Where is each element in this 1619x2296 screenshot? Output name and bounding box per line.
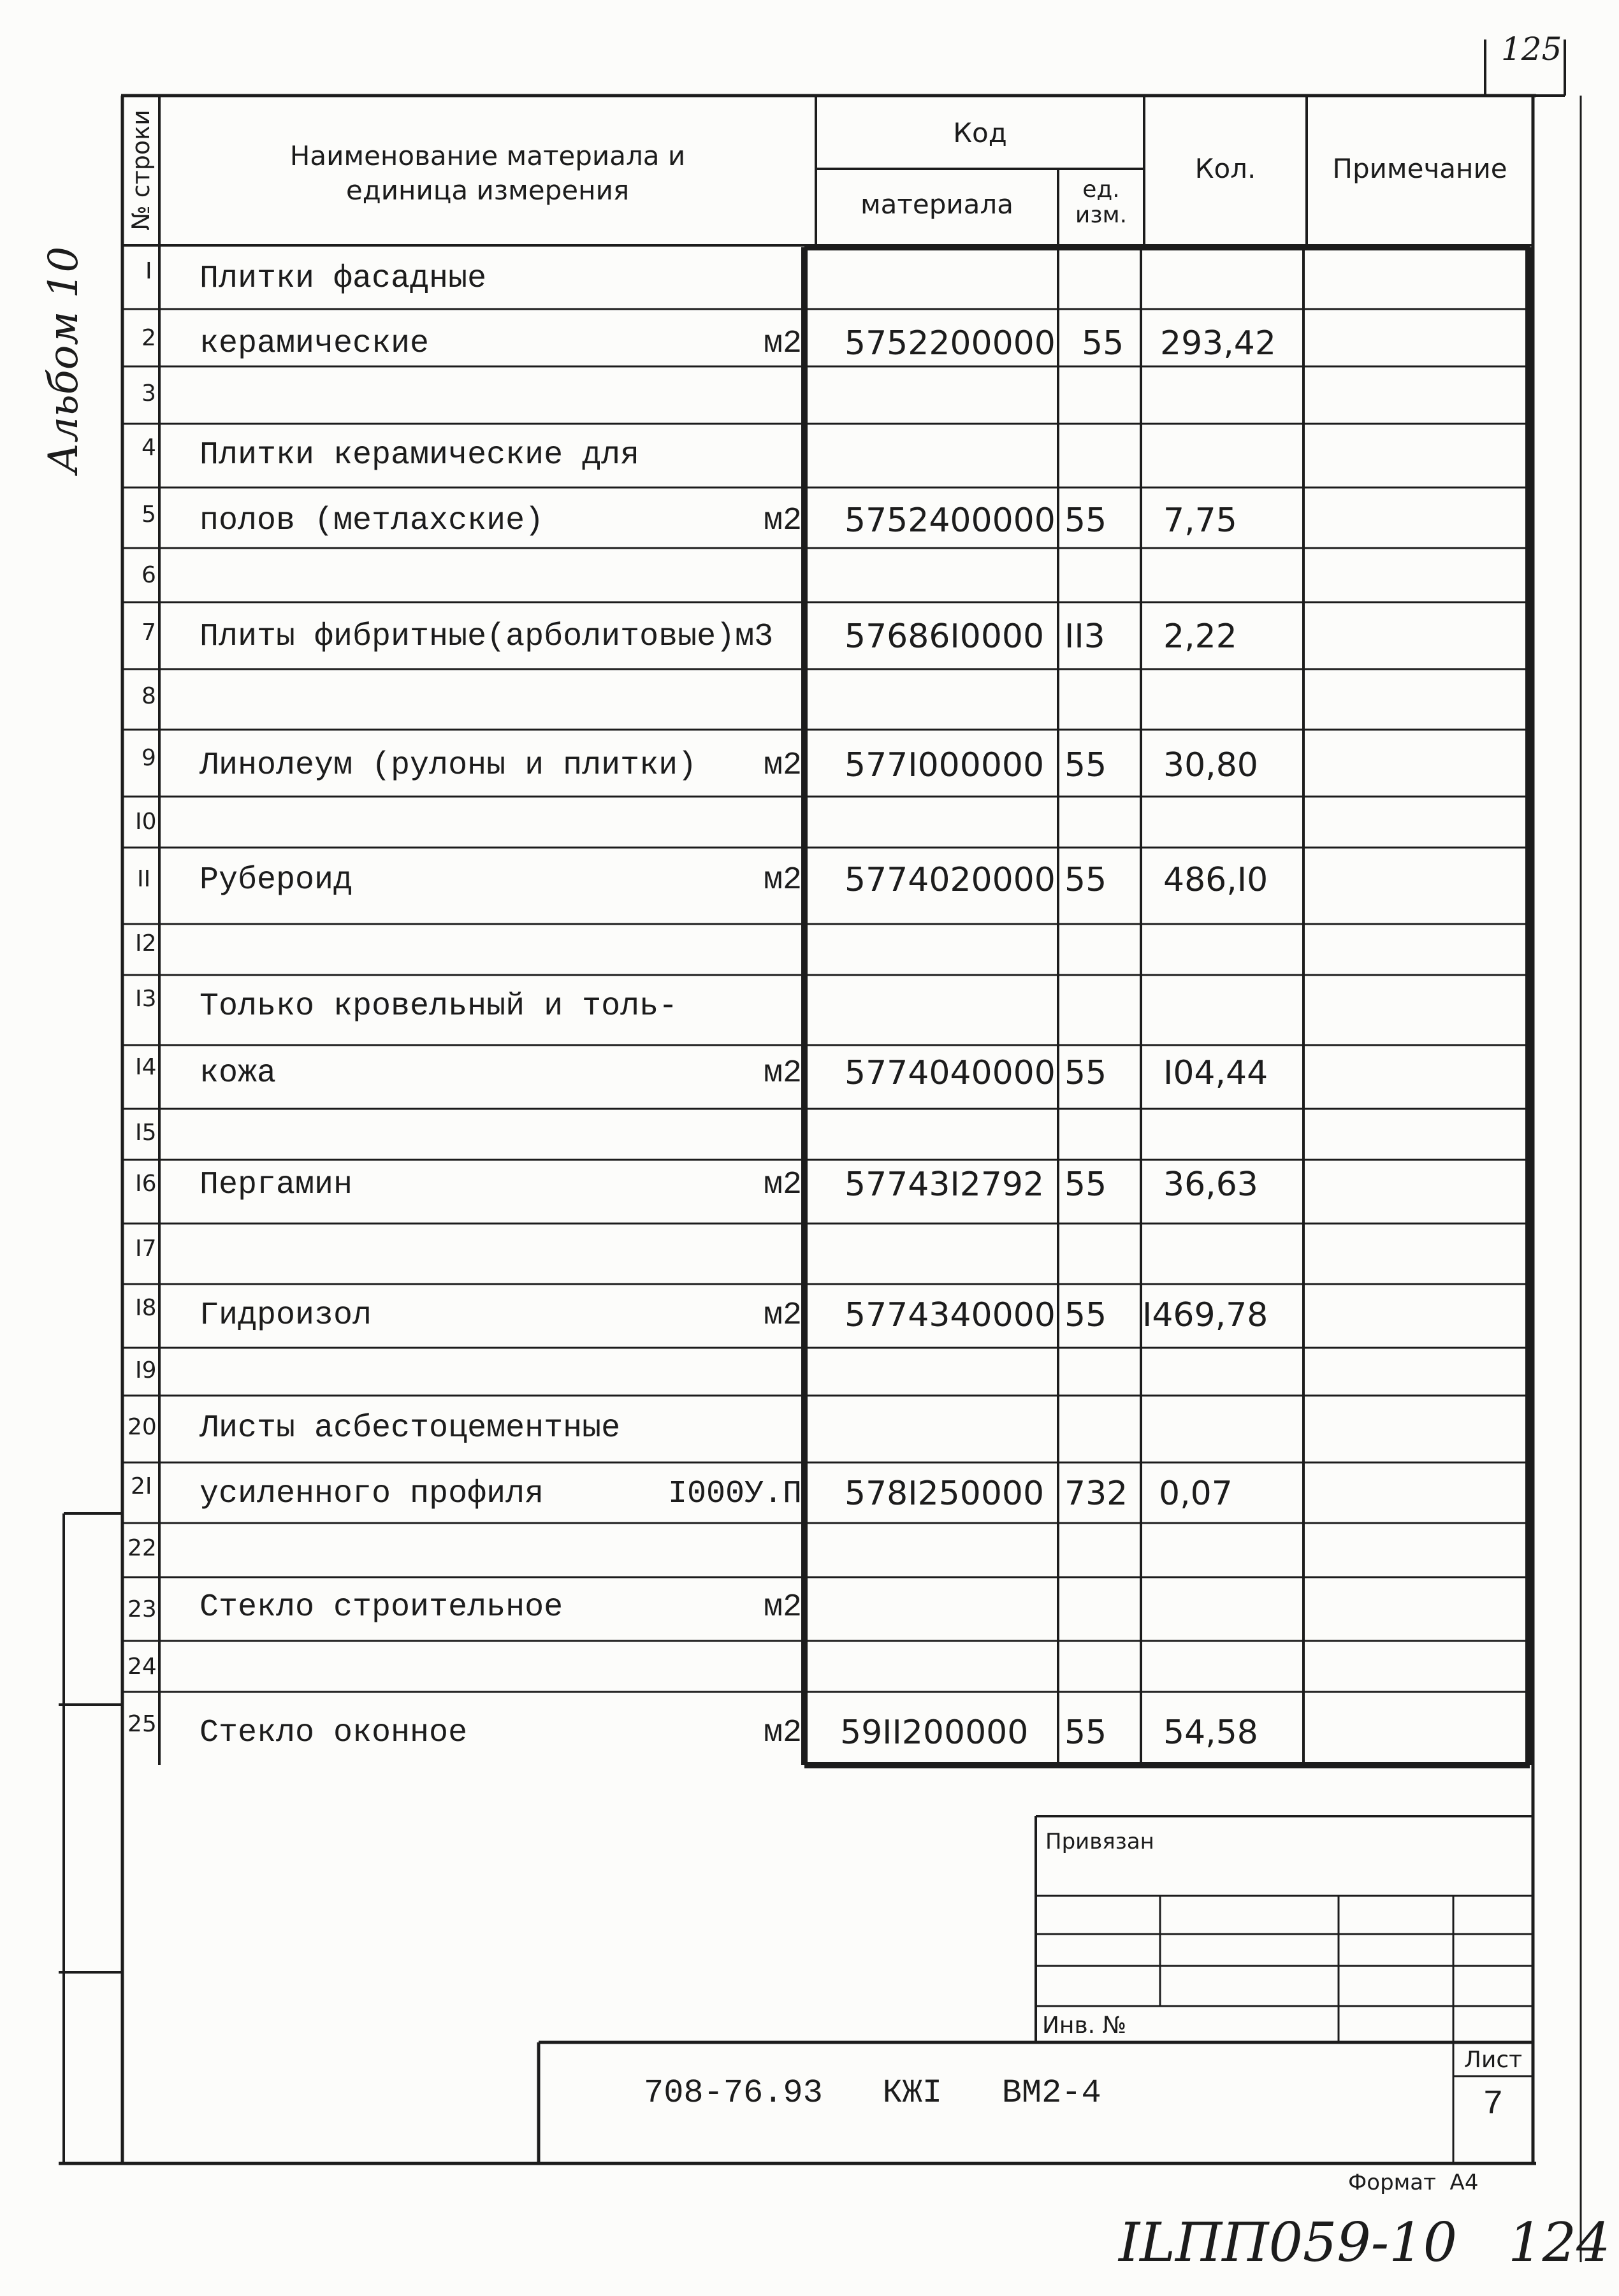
material-code: 5774040000 xyxy=(845,1054,1056,1092)
unit-label: м2 xyxy=(763,1167,802,1203)
side-note: Альбом 10 xyxy=(40,246,87,474)
header-name xyxy=(159,139,816,208)
header-qty: Кол. xyxy=(1194,153,1256,184)
unit-label: м2 xyxy=(763,1589,802,1626)
quantity: 293,42 xyxy=(1160,324,1276,363)
header-unit-line1: ед. xyxy=(1082,177,1120,203)
row-number: 2 xyxy=(142,325,156,351)
row-number: 9 xyxy=(142,745,156,771)
quantity: 486,I0 xyxy=(1163,861,1268,899)
material-name: Пергамин xyxy=(200,1167,353,1203)
header-note: Примечание xyxy=(1332,153,1507,184)
material-name: Листы асбестоцементные xyxy=(200,1410,621,1447)
material-code: 577I000000 xyxy=(845,746,1045,784)
material-name: Стекло строительное xyxy=(200,1589,563,1626)
row-number: 7 xyxy=(142,619,156,646)
row-number: I6 xyxy=(135,1171,157,1197)
row-number: 5 xyxy=(142,502,156,528)
quantity: 36,63 xyxy=(1163,1166,1258,1204)
stamp-inv-no: Инв. № xyxy=(1042,2012,1127,2039)
unit-code: 55 xyxy=(1064,502,1107,540)
material-code: 578I250000 xyxy=(845,1475,1045,1513)
unit-label: м2 xyxy=(763,1297,802,1334)
material-name: Плиты фибритные(арболитовые)м3 xyxy=(200,619,774,655)
unit-code: 55 xyxy=(1064,746,1107,784)
quantity: I04,44 xyxy=(1163,1054,1268,1092)
material-name: керамические xyxy=(200,326,430,362)
quantity: 7,75 xyxy=(1163,502,1237,540)
row-number: I2 xyxy=(135,930,157,957)
row-number: 2I xyxy=(131,1473,152,1499)
material-code: 5752400000 xyxy=(845,502,1056,540)
material-code: 5752200000 xyxy=(845,324,1056,363)
row-number: 23 xyxy=(127,1596,157,1622)
unit-label: I000У.П xyxy=(667,1476,802,1512)
unit-label: м2 xyxy=(763,747,802,784)
row-number: I9 xyxy=(135,1357,157,1383)
header-unit xyxy=(1058,177,1144,228)
row-number: I5 xyxy=(135,1120,157,1146)
material-name: усиленного профиля xyxy=(200,1476,544,1512)
material-name: Только кровельный и толь- xyxy=(200,988,678,1025)
unit-code: 55 xyxy=(1082,324,1124,363)
unit-code: II3 xyxy=(1064,617,1105,656)
unit-label: м2 xyxy=(763,862,802,899)
row-number: I4 xyxy=(135,1054,157,1080)
row-number: 24 xyxy=(127,1654,157,1680)
material-name: Линолеум (рулоны и плитки) xyxy=(200,747,697,784)
stamp-sheet-number: 7 xyxy=(1483,2085,1504,2124)
material-name: Рубероид xyxy=(200,862,353,899)
quantity: 54,58 xyxy=(1163,1714,1258,1752)
header-row-number: № строки xyxy=(127,110,155,231)
stamp-privyazan: Привязан xyxy=(1045,1829,1154,1854)
unit-label: м2 xyxy=(763,1055,802,1092)
material-name: кожа xyxy=(200,1055,277,1092)
quantity: I469,78 xyxy=(1142,1296,1268,1334)
unit-label: м2 xyxy=(763,326,802,362)
quantity: 0,07 xyxy=(1159,1475,1233,1513)
material-code: 57743I2792 xyxy=(845,1166,1045,1204)
row-number: I3 xyxy=(135,986,157,1012)
row-number: 20 xyxy=(127,1414,157,1440)
material-code: 5774020000 xyxy=(845,861,1056,899)
material-code: 59II200000 xyxy=(840,1714,1029,1752)
row-number: II xyxy=(137,866,151,892)
unit-code: 732 xyxy=(1064,1475,1128,1513)
header-code: Код xyxy=(953,117,1007,148)
unit-code: 55 xyxy=(1064,1714,1107,1752)
unit-label: м2 xyxy=(763,503,802,539)
row-number: I0 xyxy=(135,809,157,835)
stamp-sheet-label: Лист xyxy=(1463,2047,1523,2073)
row-number: 8 xyxy=(142,683,156,709)
quantity: 2,22 xyxy=(1163,617,1237,656)
row-number: 6 xyxy=(142,562,156,588)
row-number: 4 xyxy=(142,435,156,461)
header-unit-line2: изм. xyxy=(1075,202,1128,228)
unit-code: 55 xyxy=(1064,1166,1107,1204)
material-name: Плитки керамические для xyxy=(200,437,640,473)
header-name-line2: единица измерения xyxy=(345,175,630,206)
unit-code: 55 xyxy=(1064,861,1107,899)
unit-code: 55 xyxy=(1064,1296,1107,1334)
header-material: материала xyxy=(860,189,1013,220)
row-number: 3 xyxy=(142,380,156,407)
header-name-line1: Наименование материала и xyxy=(289,140,686,171)
material-name: Стекло оконное xyxy=(200,1715,468,1751)
archive-number: ILПП059-10 124 xyxy=(1119,2211,1611,2274)
material-code: 57686I0000 xyxy=(845,617,1045,656)
row-number: I8 xyxy=(135,1295,157,1321)
quantity: 30,80 xyxy=(1163,746,1258,784)
page-number-top: 125 xyxy=(1501,31,1562,68)
unit-label: м2 xyxy=(763,1715,802,1751)
row-number: I7 xyxy=(135,1236,157,1262)
stamp-doc-code: 708-76.93 КЖI ВМ2-4 xyxy=(644,2074,1101,2112)
unit-code: 55 xyxy=(1064,1054,1107,1092)
row-number: I xyxy=(145,258,152,284)
row-number: 22 xyxy=(127,1535,157,1561)
material-name: полов (метлахские) xyxy=(200,503,544,539)
row-number: 25 xyxy=(127,1711,157,1737)
material-name: Гидроизол xyxy=(200,1297,372,1334)
material-name: Плитки фасадные xyxy=(200,261,487,297)
material-code: 5774340000 xyxy=(845,1296,1056,1334)
stamp-format: Формат А4 xyxy=(1348,2170,1479,2195)
